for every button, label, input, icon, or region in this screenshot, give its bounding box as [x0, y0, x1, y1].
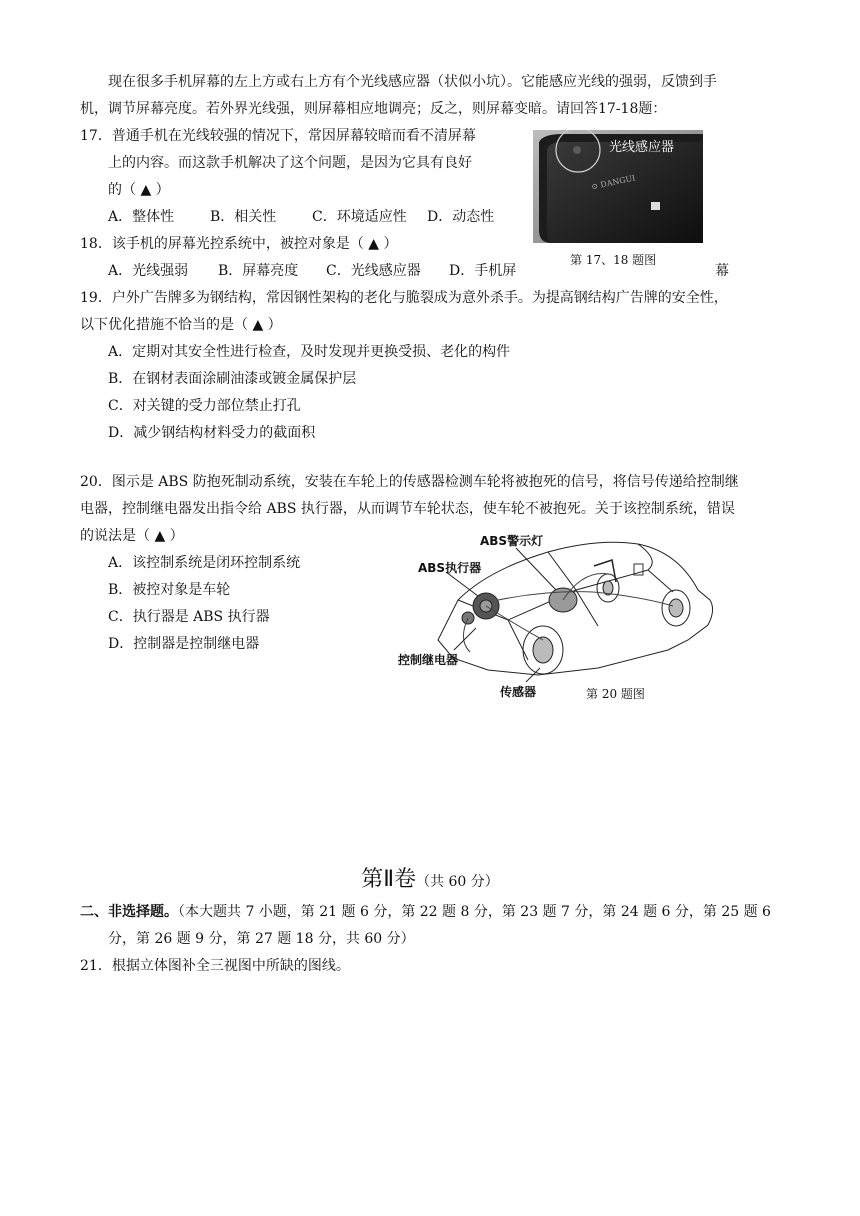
- light-sensor-label: 光线感应器: [609, 140, 675, 155]
- q17-option-a: A．整体性: [108, 209, 175, 225]
- control-relay-label: 控制继电器: [398, 653, 459, 667]
- q18-option-c: C．光线感应器: [326, 263, 421, 279]
- q21-stem: 21．根据立体图补全三视图中所缺的图线。: [80, 958, 350, 974]
- fig-17-18-caption: 第 17、18 题图: [570, 253, 657, 267]
- abs-car-diagram: [398, 530, 720, 700]
- abs-warning-light-label: ABS警示灯: [480, 534, 544, 548]
- q17-stem-line-1: 17．普通手机在光线较强的情况下，常因屏幕较暗而看不清屏幕: [80, 128, 476, 144]
- q20-option-b: B．被控对象是车轮: [108, 582, 231, 598]
- q20-stem-line-3: 的说法是（ ▲ ）: [80, 528, 184, 544]
- q19-option-d: D．减少钢结构材料受力的截面积: [108, 425, 316, 441]
- q20-option-c: C．执行器是 ABS 执行器: [108, 609, 270, 625]
- q17-option-c: C．环境适应性: [312, 209, 407, 225]
- section-2-title-sub: （共 60 分）: [416, 874, 499, 890]
- q19-option-a: A．定期对其安全性进行检查，及时发现并更换受损、老化的构件: [108, 344, 511, 360]
- q18-option-d-tail: 幕: [715, 263, 729, 279]
- q20-option-a: A．该控制系统是闭环控制系统: [108, 555, 301, 571]
- fig-20-caption: 第 20 题图: [586, 687, 645, 701]
- q19-stem-line-1: 19．户外广告牌多为钢结构，常因钢性架构的老化与脆裂成为意外杀手。为提高钢结构广告牌的安全性，: [80, 290, 728, 306]
- q17-stem-line-2: 上的内容。而这款手机解决了这个问题，是因为它具有良好: [108, 155, 472, 171]
- q18-option-a: A．光线强弱: [108, 263, 189, 279]
- section-2-title-main: 第Ⅱ卷: [361, 867, 417, 892]
- q19-option-b: B．在钢材表面涂刷油漆或镀金属保护层: [108, 371, 357, 387]
- q17-stem-line-3: 的（ ▲ ）: [108, 182, 170, 198]
- sensor-label: 传感器: [500, 685, 537, 699]
- phone-light-sensor-photo: [533, 130, 703, 243]
- q19-option-c: C．对关键的受力部位禁止打孔: [108, 398, 301, 414]
- section-2-heading-line-1: [80, 902, 771, 922]
- section-2-title: [0, 862, 860, 893]
- q19-stem-line-2: 以下优化措施不恰当的是（ ▲ ）: [80, 317, 282, 333]
- q20-option-d: D．控制器是控制继电器: [108, 636, 260, 652]
- q17-option-b: B．相关性: [210, 209, 277, 225]
- q18-option-d: D．手机屏: [449, 263, 517, 279]
- section-2-heading-text: （本大题共 7 小题，第 21 题 6 分，第 22 题 8 分，第 23 题 7 分，第 24 题 6 分，第 25 题 6: [178, 904, 771, 920]
- section-2-heading-label: 二、非选择题。: [80, 904, 178, 920]
- q17-option-d: D．动态性: [427, 209, 495, 225]
- q18-option-b: B．屏幕亮度: [218, 263, 299, 279]
- section-2-heading-line-2: 分，第 26 题 9 分，第 27 题 18 分，共 60 分）: [108, 931, 415, 947]
- abs-actuator-label: ABS执行器: [418, 561, 482, 575]
- phone-brand-logo: ⊙ DANGUI: [590, 173, 637, 192]
- q20-stem-line-2: 电器，控制继电器发出指令给 ABS 执行器，从而调节车轮状态，使车轮不被抱死。关于该控制系统，错误: [80, 501, 735, 517]
- intro-line-2: 机，调节屏幕亮度。若外界光线强，则屏幕相应地调亮；反之，则屏幕变暗。请回答17-18题：: [80, 101, 667, 117]
- q20-stem-line-1: 20．图示是 ABS 防抱死制动系统，安装在车轮上的传感器检测车轮将被抱死的信号，将信号传递给控制继: [80, 474, 739, 490]
- q18-stem: 18．该手机的屏幕光控系统中，被控对象是（ ▲ ）: [80, 236, 398, 252]
- intro-line-1: 现在很多手机屏幕的左上方或右上方有个光线感应器（状似小坑）。它能感应光线的强弱，反馈到手: [108, 74, 717, 90]
